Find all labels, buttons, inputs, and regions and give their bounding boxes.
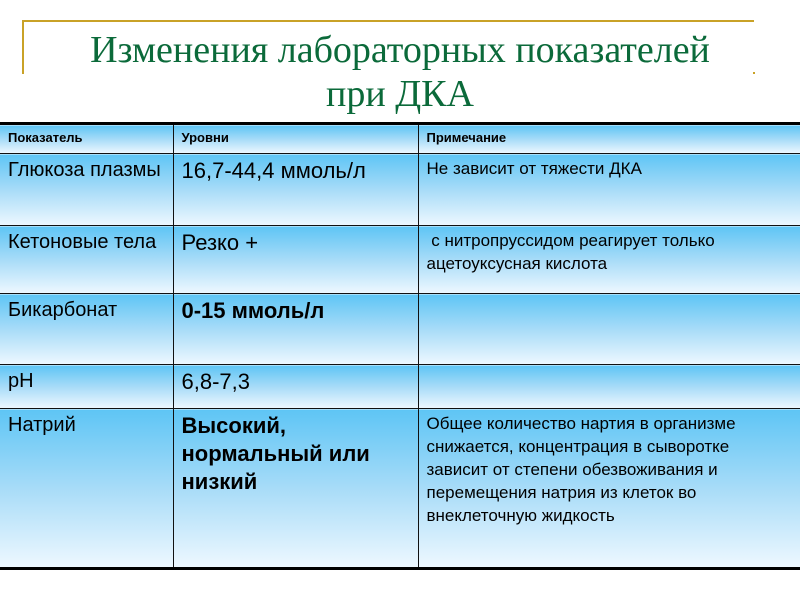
table-row [0,294,800,365]
cell-indicator: Глюкоза плазмы [0,154,173,226]
cell-note: Общее количество нартия в организме снижается, концентрация в сыворотке зависит от степени обезвоживания и перемещения натрия из клеток во внеклеточную жидкость [418,409,800,569]
cell-indicator: Кетоновые тела [0,226,173,294]
cell-level: Высокий, нормальный или низкий [173,409,418,569]
table-header-row [0,124,800,154]
header-note: Примечание [418,124,800,154]
cell-indicator: pH [0,365,173,409]
cell-level: Резко + [173,226,418,294]
table-row [0,365,800,409]
table-row [0,226,800,294]
slide-title-line2: при ДКА [326,73,474,115]
title-frame-top-line [22,20,754,22]
table-row [0,409,800,569]
cell-note [418,365,800,409]
cell-level: 16,7-44,4 ммоль/л [173,154,418,226]
slide-title [0,28,800,116]
cell-level: 6,8-7,3 [173,365,418,409]
cell-level: 0-15 ммоль/л [173,294,418,365]
table-row [0,154,800,226]
lab-values-table [0,122,800,570]
header-level: Уровни [173,124,418,154]
cell-indicator: Натрий [0,409,173,569]
cell-note: Не зависит от тяжести ДКА [418,154,800,226]
header-indicator: Показатель [0,124,173,154]
cell-note: с нитропруссидом реагирует только ацетоуксусная кислота [418,226,800,294]
cell-indicator: Бикарбонат [0,294,173,365]
slide-title-line1: Изменения лабораторных показателей [90,29,710,71]
cell-note [418,294,800,365]
